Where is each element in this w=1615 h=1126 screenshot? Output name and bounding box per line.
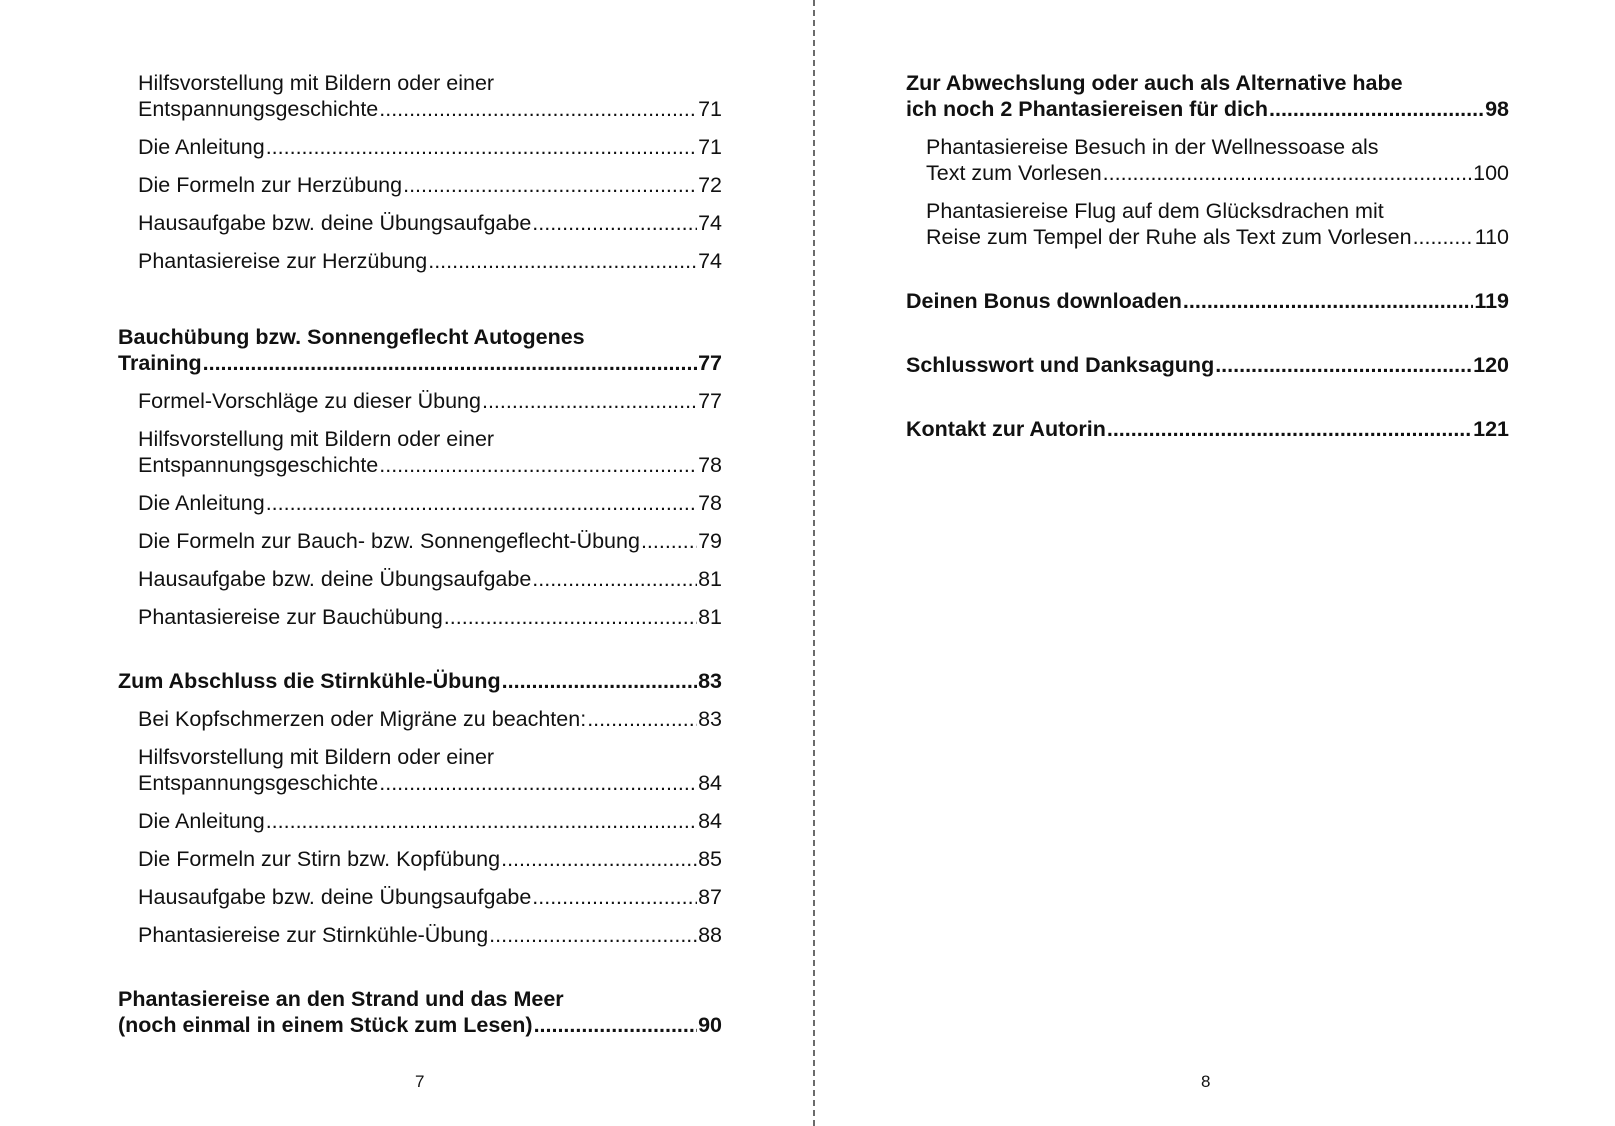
toc-page-number: 78: [698, 453, 722, 477]
leader-dots: [428, 248, 697, 274]
toc-entry[interactable]: [138, 846, 722, 872]
toc-page-number: 83: [698, 669, 722, 693]
toc-entry-text: Die Anleitung: [138, 491, 265, 515]
leader-dots: [1413, 224, 1474, 250]
toc-entry-text: Text zum Vorlesen: [926, 161, 1102, 185]
leader-dots: [379, 770, 697, 796]
toc-entry[interactable]: [926, 198, 1509, 250]
toc-chapter[interactable]: [118, 986, 722, 1038]
toc-chapter-text: Schlusswort und Danksagung: [906, 353, 1215, 377]
toc-entry-text: Hausaufgabe bzw. deine Übungsaufgabe: [138, 567, 532, 591]
toc-entry-text: Entspannungsgeschichte: [138, 97, 379, 121]
leader-dots: [1107, 416, 1472, 442]
toc-list: [118, 70, 722, 1050]
toc-entry-text: Reise zum Tempel der Ruhe als Text zum Vorlesen: [926, 225, 1412, 249]
toc-page-number: 121: [1473, 417, 1509, 441]
page-divider: [813, 0, 815, 1126]
leader-dots: [534, 1012, 698, 1038]
leader-dots: [1215, 352, 1472, 378]
toc-entry-text: Phantasiereise Flug auf dem Glücksdrachen mit: [926, 199, 1384, 223]
toc-entry[interactable]: [138, 808, 722, 834]
leader-dots: [403, 172, 697, 198]
toc-entry-text: Phantasiereise zur Stirnkühle-Übung: [138, 923, 489, 947]
toc-entry-text: Die Formeln zur Stirn bzw. Kopfübung: [138, 847, 501, 871]
leader-dots: [641, 528, 697, 554]
toc-entry[interactable]: [138, 210, 722, 236]
leader-dots: [1183, 288, 1473, 314]
leader-dots: [203, 350, 697, 376]
toc-entry[interactable]: [138, 426, 722, 478]
toc-entry-text: Phantasiereise Besuch in der Wellnessoase als: [926, 135, 1379, 159]
toc-chapter-text: Deinen Bonus downloaden: [906, 289, 1182, 313]
toc-chapter[interactable]: [906, 288, 1509, 314]
leader-dots: [444, 604, 697, 630]
leader-dots: [587, 706, 697, 732]
toc-page-number: 71: [698, 135, 722, 159]
toc-page-number: 119: [1474, 289, 1509, 313]
page-number: 7: [415, 1072, 425, 1091]
toc-page-number: 83: [698, 707, 722, 731]
toc-page-number: 79: [698, 529, 722, 553]
toc-page-number: 120: [1473, 353, 1509, 377]
toc-chapter[interactable]: [906, 352, 1509, 378]
toc-chapter[interactable]: [118, 668, 722, 694]
toc-chapter-text: (noch einmal in einem Stück zum Lesen): [118, 1013, 533, 1037]
leader-dots: [266, 490, 697, 516]
toc-entry-text: Hausaufgabe bzw. deine Übungsaufgabe: [138, 885, 532, 909]
toc-page-number: 110: [1474, 225, 1509, 249]
toc-chapter-text: ich noch 2 Phantasiereisen für dich: [906, 97, 1269, 121]
toc-entry[interactable]: [926, 134, 1509, 186]
toc-page-number: 90: [698, 1013, 722, 1037]
leader-dots: [482, 388, 697, 414]
leader-dots: [1269, 96, 1484, 122]
leader-dots: [532, 884, 697, 910]
page-number: 8: [1201, 1072, 1211, 1091]
leader-dots: [532, 566, 697, 592]
toc-page-number: 81: [698, 567, 722, 591]
toc-entry-text: Entspannungsgeschichte: [138, 771, 379, 795]
leader-dots: [489, 922, 697, 948]
toc-entry[interactable]: [138, 70, 722, 122]
toc-page-number: 81: [698, 605, 722, 629]
toc-entry-text: Bei Kopfschmerzen oder Migräne zu beachten:: [138, 707, 587, 731]
toc-page-number: 84: [698, 771, 722, 795]
toc-entry-text: Hilfsvorstellung mit Bildern oder einer: [138, 745, 495, 769]
toc-entry-text: Die Anleitung: [138, 135, 265, 159]
toc-chapter[interactable]: [118, 324, 722, 376]
toc-page-number: 74: [698, 211, 722, 235]
toc-entry-text: Hilfsvorstellung mit Bildern oder einer: [138, 71, 495, 95]
toc-entry[interactable]: [138, 744, 722, 796]
leader-dots: [379, 452, 697, 478]
toc-entry-text: Die Formeln zur Bauch- bzw. Sonnengeflecht-Übung: [138, 529, 640, 553]
toc-list: [906, 70, 1509, 454]
toc-chapter-text: Zum Abschluss die Stirnkühle-Übung: [118, 669, 501, 693]
toc-entry-text: Phantasiereise zur Bauchübung: [138, 605, 443, 629]
leader-dots: [1103, 160, 1472, 186]
toc-page-number: 72: [698, 173, 722, 197]
toc-entry-text: Hausaufgabe bzw. deine Übungsaufgabe: [138, 211, 532, 235]
toc-entry-text: Die Formeln zur Herzübung: [138, 173, 403, 197]
toc-chapter-text: Zur Abwechslung oder auch als Alternative habe: [906, 71, 1403, 95]
toc-entry[interactable]: [138, 388, 722, 414]
toc-page-number: 84: [698, 809, 722, 833]
toc-entry-text: Hilfsvorstellung mit Bildern oder einer: [138, 427, 495, 451]
leader-dots: [266, 808, 697, 834]
toc-entry-text: Entspannungsgeschichte: [138, 453, 379, 477]
toc-entry-text: Die Anleitung: [138, 809, 265, 833]
toc-page-number: 78: [698, 491, 722, 515]
toc-entry-text: Formel-Vorschläge zu dieser Übung: [138, 389, 481, 413]
toc-entry[interactable]: [138, 528, 722, 554]
toc-page-number: 77: [698, 351, 722, 375]
toc-page-number: 74: [698, 249, 722, 273]
leader-dots: [502, 668, 697, 694]
toc-chapter[interactable]: [906, 416, 1509, 442]
toc-page-number: 85: [698, 847, 722, 871]
toc-entry[interactable]: [138, 172, 722, 198]
leader-dots: [532, 210, 697, 236]
toc-entry-text: Phantasiereise zur Herzübung: [138, 249, 428, 273]
toc-entry[interactable]: [138, 490, 722, 516]
toc-chapter-text: Training: [118, 351, 202, 375]
toc-entry[interactable]: [138, 706, 722, 732]
right-page: [816, 0, 1615, 1126]
leader-dots: [266, 134, 697, 160]
toc-entry[interactable]: [138, 134, 722, 160]
toc-chapter-text: Bauchübung bzw. Sonnengeflecht Autogenes: [118, 325, 585, 349]
toc-entry[interactable]: [138, 566, 722, 592]
toc-chapter-text: Phantasiereise an den Strand und das Meer: [118, 987, 564, 1011]
toc-chapter[interactable]: [906, 70, 1509, 122]
toc-page-number: 71: [698, 97, 722, 121]
toc-page-number: 100: [1473, 161, 1509, 185]
toc-page-number: 98: [1485, 97, 1509, 121]
toc-entry[interactable]: [138, 604, 722, 630]
toc-page-number: 88: [698, 923, 722, 947]
leader-dots: [501, 846, 697, 872]
leader-dots: [379, 96, 697, 122]
toc-entry[interactable]: [138, 248, 722, 274]
toc-chapter-text: Kontakt zur Autorin: [906, 417, 1106, 441]
toc-entry[interactable]: [138, 884, 722, 910]
toc-entry[interactable]: [138, 922, 722, 948]
toc-page-number: 87: [698, 885, 722, 909]
toc-page-number: 77: [698, 389, 722, 413]
